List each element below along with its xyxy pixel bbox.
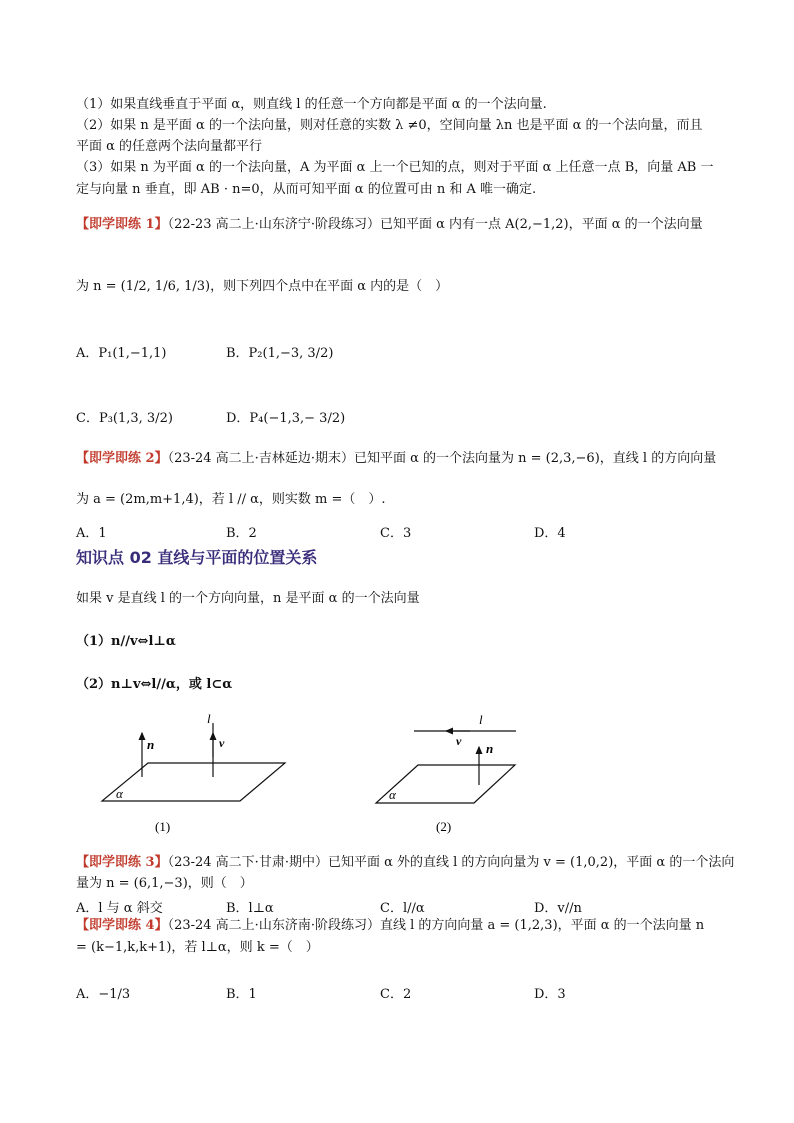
property-2-line2: 平面 α 的任意两个法向量都平行	[76, 139, 263, 154]
exercise-question-line2: 为 a = (2m,m+1,4)，若 l // α，则实数 m =（ ）.	[76, 492, 386, 507]
option-a[interactable]: A．l 与 α 斜交	[76, 901, 163, 916]
option-c[interactable]: C．2	[380, 987, 412, 1002]
relation-parallel: （2）n⊥v⇔l//α，或 l⊂α	[76, 677, 233, 692]
exercise-question-line1: （22-23 高二上·山东济宁·阶段练习）已知平面 α 内有一点 A(2,−1,2)，平面 α 的一个法向量	[167, 217, 703, 232]
property-2-line1: （2）如果 n 是平面 α 的一个法向量，则对任意的实数 λ ≠0，空间向量 λn 也是平面 α 的一个法向量，而且	[76, 118, 703, 133]
option-c[interactable]: C．l//α	[380, 901, 425, 916]
label-alpha: α	[389, 787, 396, 802]
option-a[interactable]: A．P₁(1,−1,1)	[76, 346, 167, 361]
option-b[interactable]: B．1	[226, 987, 257, 1002]
exercise-3	[76, 855, 734, 871]
label-alpha: α	[116, 786, 123, 801]
option-d[interactable]: D．3	[534, 987, 566, 1002]
figure-1	[102, 711, 285, 834]
exercise-1	[76, 217, 703, 233]
plane-parallelogram	[376, 765, 515, 803]
exercise-question-line1: （23-24 高二下·甘肃·期中）已知平面 α 外的直线 l 的方向向量为 v = (1,0,2)，平面 α 的一个法向	[167, 855, 735, 870]
option-c[interactable]: C．3	[380, 526, 412, 541]
property-3-line1: （3）如果 n 为平面 α 的一个法向量，A 为平面 α 上一个已知的点，则对于平面 α 上任意一点 B，向量 AB 一	[76, 160, 714, 175]
option-d[interactable]: D．v//n	[534, 901, 582, 916]
label-v: v	[456, 734, 462, 748]
section-intro: 如果 v 是直线 l 的一个方向向量，n 是平面 α 的一个法向量	[76, 591, 420, 606]
exercise-question-line2: 为 n = (1/2, 1/6, 1/3)，则下列四个点中在平面 α 内的是（ ）	[76, 279, 449, 294]
exercise-question-line1: （23-24 高二上·山东济南·阶段练习）直线 l 的方向向量 a = (1,2,3)，平面 α 的一个法向量 n	[167, 918, 705, 933]
label-l: l	[207, 711, 211, 726]
option-b[interactable]: B．P₂(1,−3, 3/2)	[226, 346, 334, 361]
figure-line-plane	[90, 705, 650, 840]
relation-perpendicular: （1）n//v⇔l⊥α	[76, 634, 176, 649]
exercise-4	[76, 918, 704, 934]
option-b[interactable]: B．l⊥α	[226, 901, 274, 916]
exercise-2	[76, 451, 716, 467]
exercise-tag: 【即学即练 3】	[76, 855, 168, 870]
label-v: v	[219, 736, 225, 750]
option-b[interactable]: B．2	[226, 526, 257, 541]
exercise-question-line2: 量为 n = (6,1,−3)，则（ ）	[76, 876, 253, 891]
exercise-question-line2: = (k−1,k,k+1)，若 l⊥α，则 k =（ ）	[76, 940, 319, 955]
exercise-tag: 【即学即练 1】	[76, 217, 168, 232]
option-d[interactable]: D．4	[534, 526, 566, 541]
property-3-line2: 定与向量 n 垂直，即 AB · n=0，从而可知平面 α 的位置可由 n 和 A 唯一确定.	[76, 182, 537, 197]
exercise-question-line1: （23-24 高二上·吉林延边·期末）已知平面 α 的一个法向量为 n = (2,3,−6)，直线 l 的方向向量	[167, 451, 717, 466]
plane-parallelogram	[102, 763, 285, 801]
caption: (1)	[155, 819, 171, 834]
section-title: 知识点 02 直线与平面的位置关系	[76, 548, 318, 567]
label-l: l	[479, 712, 483, 727]
option-a[interactable]: A．−1/3	[76, 987, 131, 1002]
label-n: n	[147, 737, 155, 752]
label-n: n	[486, 741, 494, 756]
caption: (2)	[436, 819, 452, 834]
exercise-tag: 【即学即练 4】	[76, 918, 168, 933]
option-a[interactable]: A．1	[76, 526, 107, 541]
exercise-tag: 【即学即练 2】	[76, 451, 168, 466]
option-d[interactable]: D．P₄(−1,3,− 3/2)	[226, 411, 346, 426]
option-c[interactable]: C．P₃(1,3, 3/2)	[76, 411, 173, 426]
figure-2	[376, 712, 516, 834]
property-1: （1）如果直线垂直于平面 α，则直线 l 的任意一个方向都是平面 α 的一个法向量.	[76, 97, 547, 112]
